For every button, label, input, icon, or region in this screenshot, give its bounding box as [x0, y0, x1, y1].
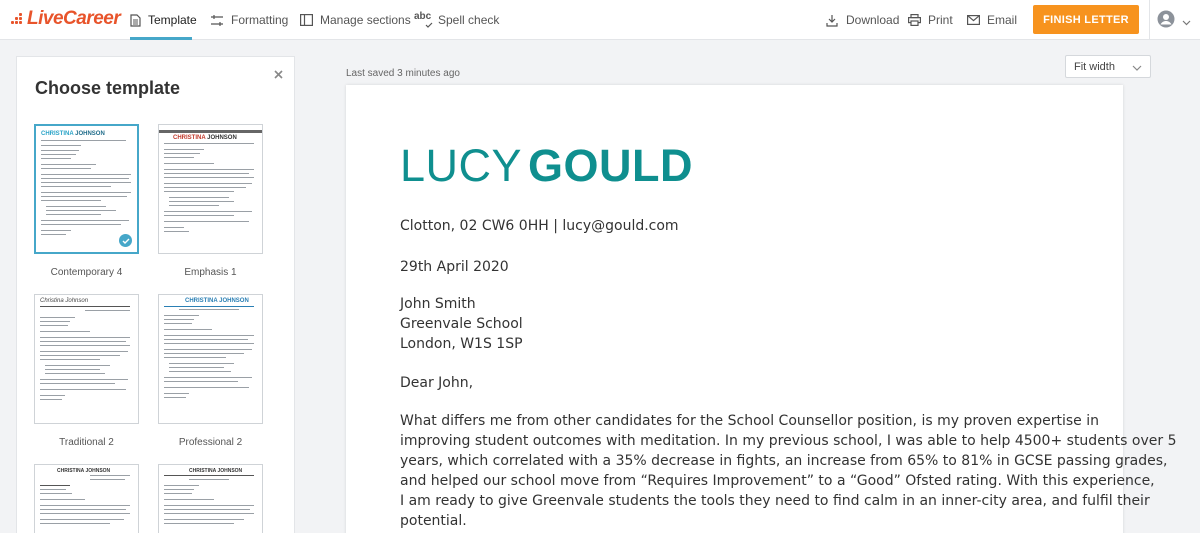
template-traditional-2[interactable]: Christina Johnson [34, 294, 139, 424]
chevron-down-icon [1132, 62, 1142, 74]
recipient-block[interactable] [400, 294, 523, 354]
user-menu[interactable] [1157, 10, 1191, 33]
selected-check-icon [119, 234, 132, 247]
letter-name[interactable] [400, 140, 693, 192]
recipient-organization: Greenvale School [400, 316, 523, 332]
body-line: What differs me from other candidates for the School Counsellor position, is my proven expertise in [400, 413, 1099, 429]
logo-dots-icon [11, 12, 25, 26]
tab-manage-sections-label: Manage sections [320, 13, 411, 27]
tab-spell-check-label: Spell check [438, 13, 500, 27]
printer-icon [907, 13, 921, 27]
letter-page[interactable] [346, 85, 1177, 533]
letter-body-paragraph[interactable] [400, 411, 1177, 531]
tab-manage-sections[interactable] [299, 0, 411, 40]
print-label: Print [928, 13, 953, 27]
print-button[interactable] [907, 0, 953, 40]
template-label: Emphasis 1 [184, 267, 237, 278]
sections-icon [299, 13, 313, 27]
finish-letter-button[interactable]: FINISH LETTER [1033, 5, 1139, 34]
body-line: and helped our school move from “Requires Improvement” to a “Good” Ofsted rating. With this experience, [400, 473, 1155, 489]
email-button[interactable] [966, 0, 1017, 40]
tab-template-label: Template [148, 13, 197, 27]
envelope-icon [966, 13, 980, 27]
logo-text: LiveCareer [27, 8, 121, 29]
tab-template[interactable] [130, 0, 197, 40]
template-label: Contemporary 4 [50, 267, 123, 278]
recipient-address: London, W1S 1SP [400, 336, 523, 352]
first-name: LUCY [400, 140, 523, 191]
template-thumbnail[interactable]: CHRISTINA JOHNSON [158, 464, 263, 533]
body-line: improving student outcomes with meditation. In my previous school, I was able to help 4500+ students over 5 [400, 433, 1177, 449]
tab-formatting[interactable] [210, 0, 288, 40]
body-line: years, which correlated with a 35% decrease in fights, an increase from 65% to 81% in GCSE passing grades, [400, 453, 1168, 469]
template-emphasis-1[interactable]: CHRISTINA JOHNSON [158, 124, 263, 254]
body-line: I am ready to give Greenvale students the tools they need to find calm in an inner-city area, and fulfil their [400, 493, 1150, 509]
letter-date[interactable]: 29th April 2020 [400, 259, 509, 275]
recipient-name: John Smith [400, 296, 476, 312]
last-saved-status: Last saved 3 minutes ago [346, 68, 460, 79]
divider [1149, 0, 1150, 40]
template-contemporary-4[interactable]: CHRISTINA JOHNSON [34, 124, 139, 254]
template-label: Professional 2 [178, 437, 243, 448]
download-icon [825, 13, 839, 27]
formatting-icon [210, 13, 224, 27]
body-line: potential. [400, 513, 467, 529]
template-sidebar [16, 56, 295, 533]
download-button[interactable] [825, 0, 899, 40]
chevron-down-icon [1182, 13, 1191, 31]
template-professional-2[interactable]: CHRISTINA JOHNSON [158, 294, 263, 424]
contact-line[interactable]: Clotton, 02 CW6 0HH | lucy@gould.com [400, 218, 679, 234]
salutation[interactable]: Dear John, [400, 375, 474, 391]
template-thumbnail[interactable]: CHRISTINA JOHNSON [34, 464, 139, 533]
close-icon [274, 66, 283, 84]
livecareer-logo[interactable] [11, 8, 120, 30]
template-label: Traditional 2 [59, 437, 114, 448]
tab-formatting-label: Formatting [231, 13, 289, 27]
sidebar-title: Choose template [35, 78, 181, 98]
top-bar [0, 0, 1200, 40]
last-name: GOULD [528, 140, 694, 191]
tab-spell-check[interactable] [414, 0, 499, 40]
zoom-select-value: Fit width [1074, 60, 1115, 73]
download-label: Download [846, 13, 900, 27]
spell-check-icon: abc [414, 13, 434, 27]
user-avatar-icon [1157, 10, 1175, 33]
close-sidebar-button[interactable] [271, 68, 285, 82]
email-label: Email [987, 13, 1018, 27]
zoom-select[interactable] [1065, 55, 1151, 78]
document-icon [130, 13, 141, 27]
